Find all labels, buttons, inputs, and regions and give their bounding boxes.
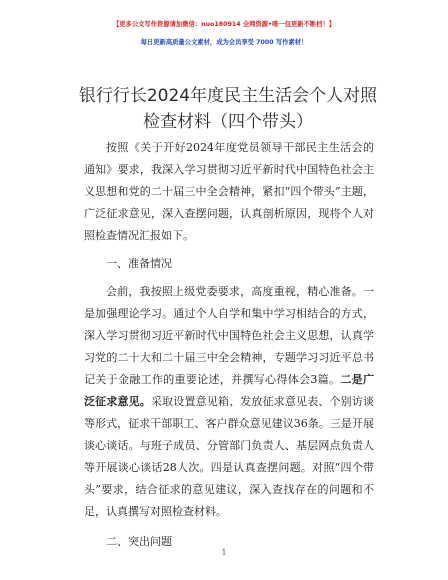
intro-paragraph: 按照《关于开好2024年度党员领导干部民主生活会的通知》要求，我深入学习贯彻习近平新时代中国特色社会主义思想和党的二十届三中全会精神，紧扣“四个带头”主题，广泛征求意见，深入查摆问题，认真剖析原因，现将个人对照检查情况汇报如下。 bbox=[84, 141, 374, 242]
page-number: 1 bbox=[221, 548, 227, 557]
preparation-text-2: 采取设置意见箱、发放征求意见表、个别访谈等形式，征求干部职工、客户群众意见建议36条。三是开展谈心谈话。与班子成员、分管部门负责人、基层网点负责人等开展谈心谈话28人次。四是认真查摆问题。对照“四个带头”要求，结合征求的意见建议，深入查找存在的问题和不足，认真撰写对照检查材料。 bbox=[84, 395, 375, 518]
preparation-paragraph bbox=[84, 281, 374, 523]
promo-banner-line-1: 【更多公文写作资源请加微信：nuo180914 全网资源•唯一包更新不断档！】 bbox=[112, 21, 336, 28]
preparation-text-1: 会前，我按照上级党委要求，高度重视，精心准备。一是加强理论学习。通过个人自学和集中学习相结合的方式，深入学习贯彻习近平新时代中国特色社会主义思想，认真学习党的二十大和二十届三中全会精神，专题学习习近平总书记关于金融工作的重要论述，并撰写心得体会3篇。 bbox=[84, 285, 374, 386]
preparation-bold-text: 二是广泛征求意见。 bbox=[84, 373, 374, 408]
document-body bbox=[84, 137, 374, 553]
promo-banner-line-2: 每日更新高质量公文素材，成为会员享受 7000 写作素材！ bbox=[140, 39, 308, 46]
section-heading-preparation: 一、准备情况 bbox=[106, 257, 172, 270]
section-heading-issues: 二、突出问题 bbox=[106, 535, 172, 548]
document-title: 银行行长2024年度民主生活会个人对照检查材料（四个带头） bbox=[78, 86, 378, 132]
